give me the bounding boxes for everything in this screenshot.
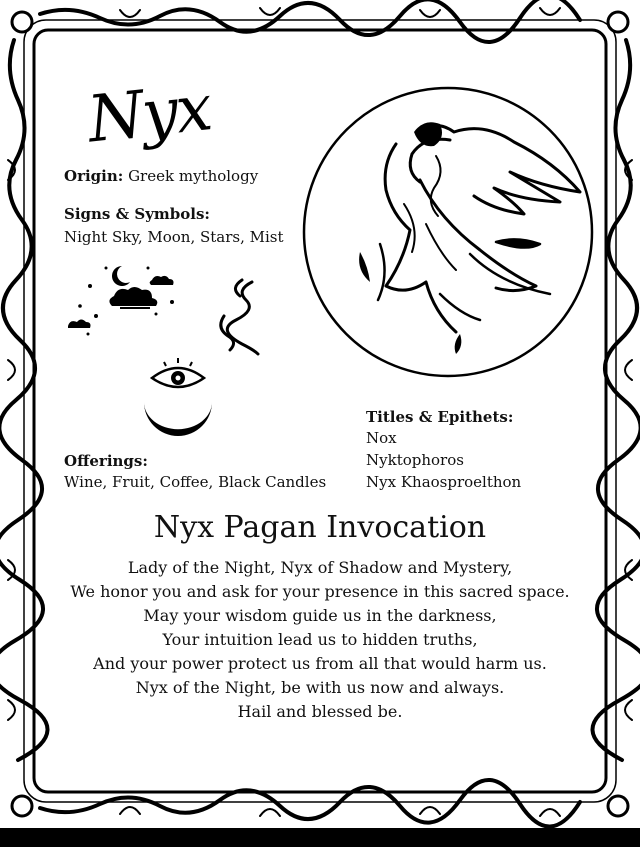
origin-line [64,165,258,187]
offerings-label: Offerings: [64,452,148,470]
invocation-line: Hail and blessed be. [237,702,403,721]
list-item: Nyx Khaosproelthon [366,473,522,491]
moon-stars-clouds-icon [60,262,190,342]
invocation-title: Nyx Pagan Invocation [153,510,487,545]
origin-value: Greek mythology [128,167,259,185]
titles-list [366,427,521,493]
origin-label: Origin: [64,167,124,185]
signs-label: Signs & Symbols: [64,205,210,223]
invocation-line: We honor you and ask for your presence in this sacred space. [70,582,570,601]
smoke-wisps-icon [214,278,264,358]
list-item: Nox [366,429,397,447]
invocation-line: And your power protect us from all that would harm us. [93,654,547,673]
eye-crescent-moon-icon [138,356,218,442]
invocation-line: Nyx of the Night, be with us now and always. [135,678,505,697]
deity-name-script: Nyx [84,71,214,158]
invocation-line: Your intuition lead us to hidden truths, [162,630,478,649]
invocation-line: Lady of the Night, Nyx of Shadow and Mystery, [127,558,513,577]
titles-label: Titles & Epithets: [366,408,514,426]
invocation-line: May your wisdom guide us in the darkness, [143,606,497,625]
offerings-value: Wine, Fruit, Coffee, Black Candles [64,473,327,491]
winged-goddess-medallion-icon [300,84,596,380]
list-item: Nyktophoros [366,451,464,469]
signs-value: Night Sky, Moon, Stars, Mist [64,228,284,246]
invocation-text [0,556,640,724]
bottom-bar [0,828,640,847]
